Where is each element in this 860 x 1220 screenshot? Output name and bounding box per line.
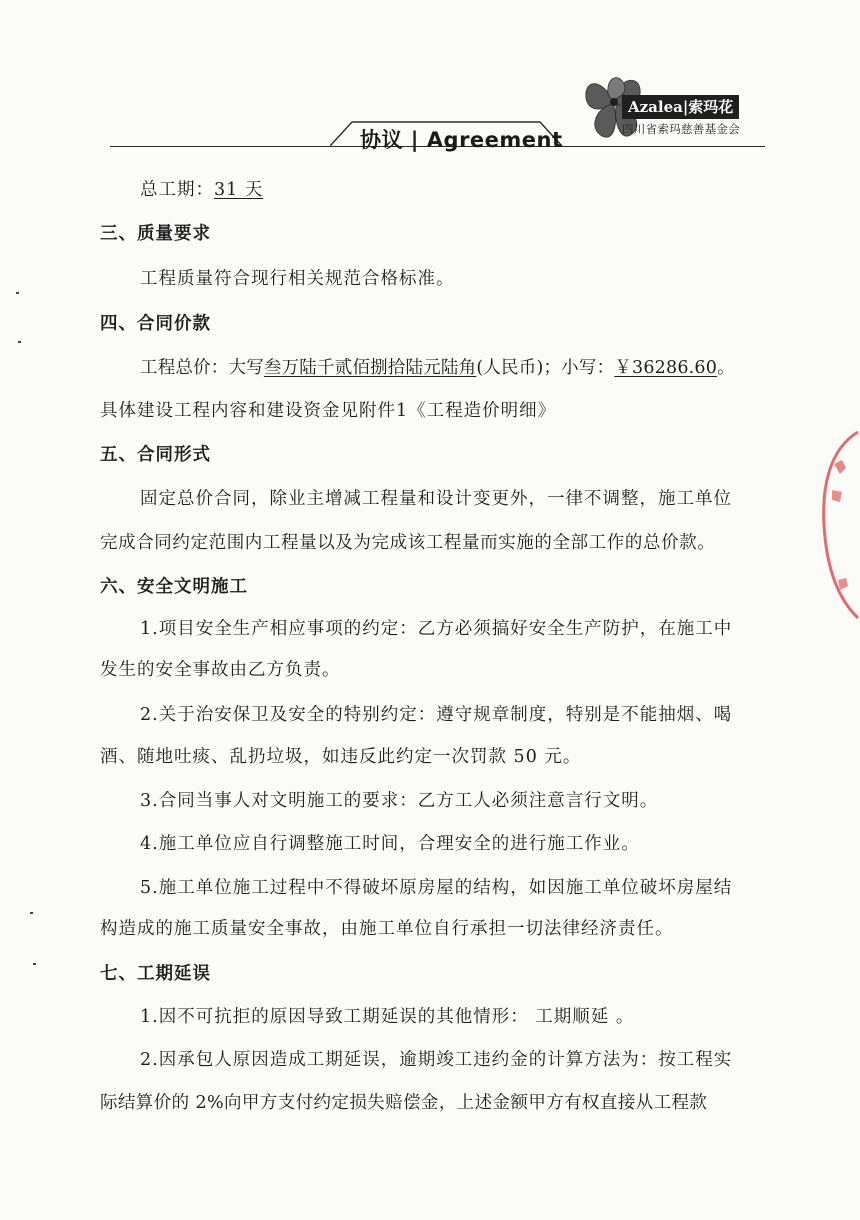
section-heading-safety: 六、安全文明施工 xyxy=(100,577,248,597)
duration-line xyxy=(140,176,263,201)
quality-text: 工程质量符合现行相关规范合格标准。 xyxy=(140,269,455,289)
section-heading-delay: 七、工期延误 xyxy=(100,964,211,984)
page-header xyxy=(0,0,860,160)
price-paragraph-line2: 具体建设工程内容和建设资金见附件1《工程造价明细》 xyxy=(100,401,557,421)
safety-item5-line1: 5.施工单位施工过程中不得破坏原房屋的结构，如因施工单位破坏房屋结 xyxy=(140,878,733,898)
section-heading-form: 五、合同形式 xyxy=(100,445,211,465)
logo-organization: 四川省索玛慈善基金会 xyxy=(622,122,740,136)
document-title: 协议 | Agreement xyxy=(360,128,563,152)
safety-item3: 3.合同当事人对文明施工的要求：乙方工人必须注意言行文明。 xyxy=(140,791,659,811)
safety-item4: 4.施工单位应自行调整施工时间，合理安全的进行施工作业。 xyxy=(140,834,640,854)
logo-name-banner: Azalea|索玛花 xyxy=(622,95,739,119)
price-suffix: 。 xyxy=(717,358,735,378)
duration-label: 总工期： xyxy=(140,180,214,200)
section-heading-price: 四、合同价款 xyxy=(100,314,211,334)
safety-item2-line1: 2.关于治安保卫及安全的特别约定：遵守规章制度，特别是不能抽烟、喝 xyxy=(140,705,733,725)
safety-item2-line2: 酒、随地吐痰、乱扔垃圾，如违反此约定一次罚款 50 元。 xyxy=(100,747,582,767)
scan-mark xyxy=(16,292,19,294)
scan-mark xyxy=(30,912,33,914)
scan-mark xyxy=(18,341,21,343)
delay-item2-line1: 2.因承包人原因造成工期延误，逾期竣工违约金的计算方法为：按工程实 xyxy=(140,1050,733,1070)
price-middle: (人民币)；小写： xyxy=(476,358,615,378)
delay-item2-line2: 际结算价的 2%向甲方支付约定损失赔偿金，上述金额甲方有权直接从工程款 xyxy=(100,1093,708,1113)
safety-item5-line2: 构造成的施工质量安全事故，由施工单位自行承担一切法律经济责任。 xyxy=(100,919,674,939)
form-line2: 完成合同约定范围内工程量以及为完成该工程量而实施的全部工作的总价款。 xyxy=(100,533,716,553)
form-line1: 固定总价合同，除业主增减工程量和设计变更外，一律不调整，施工单位 xyxy=(140,489,732,509)
red-seal-stamp-fragment xyxy=(818,430,860,620)
price-paragraph-line1 xyxy=(140,354,735,379)
price-prefix: 工程总价：大写 xyxy=(140,358,264,378)
amount-in-words: 叁万陆千贰佰捌拾陆元陆角 xyxy=(263,358,477,378)
duration-value: 31 天 xyxy=(214,180,264,200)
section-heading-quality: 三、质量要求 xyxy=(100,224,211,244)
delay-item1: 1.因不可抗拒的原因导致工期延误的其他情形： 工期顺延 。 xyxy=(140,1007,635,1027)
scan-mark xyxy=(33,963,36,965)
safety-item1-line2: 发生的安全事故由乙方负责。 xyxy=(100,660,341,680)
safety-item1-line1: 1.项目安全生产相应事项的约定：乙方必须搞好安全生产防护，在施工中 xyxy=(140,619,733,639)
amount-in-numbers: ￥36286.60 xyxy=(614,358,718,378)
